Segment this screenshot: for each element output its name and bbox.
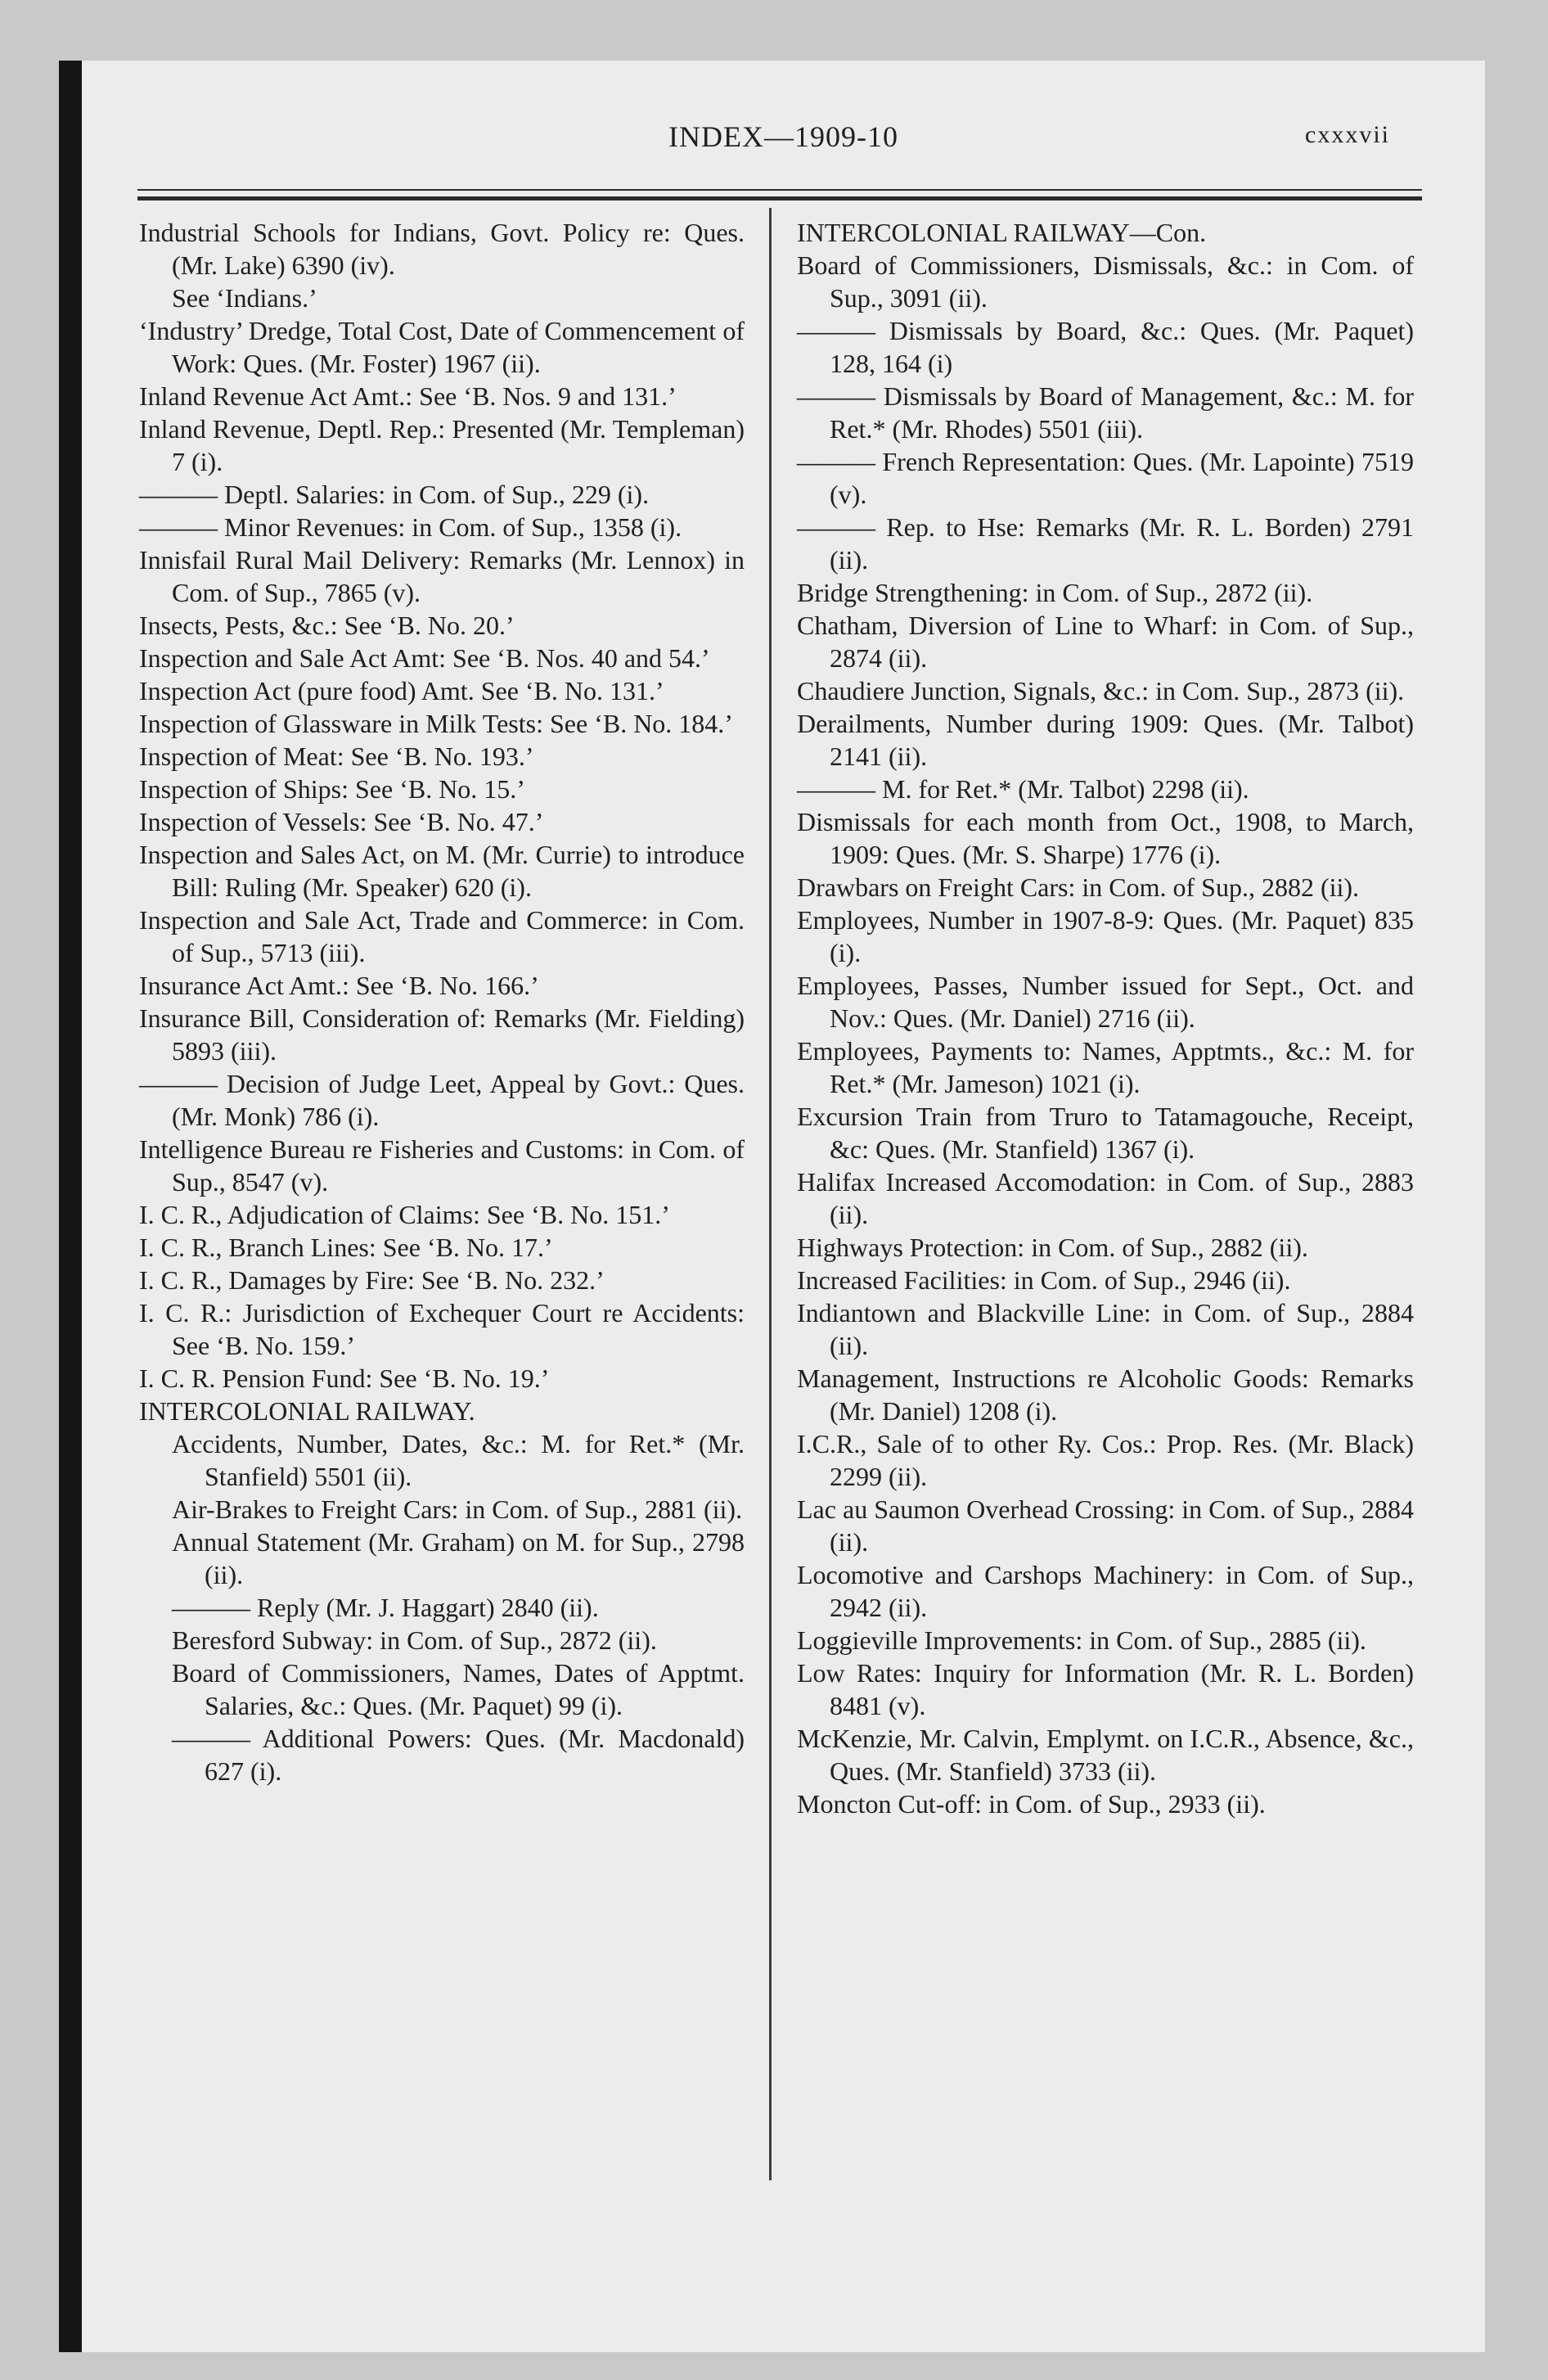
index-entry: Annual Statement (Mr. Graham) on M. for Sup., 2798 (ii).: [172, 1527, 745, 1589]
index-entry: Innisfail Rural Mail Delivery: Remarks (Mr. Lennox) in Com. of Sup., 7865 (v).: [139, 545, 745, 607]
index-entry: Chaudiere Junction, Signals, &c.: in Com. Sup., 2873 (ii).: [797, 676, 1405, 705]
index-entry: Inspection of Ships: See ‘B. No. 15.’: [139, 774, 525, 804]
index-entry: Inland Revenue Act Amt.: See ‘B. Nos. 9 and 131.’: [139, 381, 677, 411]
index-entry: Insurance Bill, Consideration of: Remarks (Mr. Fielding) 5893 (iii).: [139, 1003, 745, 1066]
column-divider: [769, 208, 772, 2180]
index-entry: ——— Dismissals by Board, &c.: Ques. (Mr. Paquet) 128, 164 (i): [797, 316, 1414, 378]
index-entry: ——— Minor Revenues: in Com. of Sup., 1358 (i).: [139, 512, 682, 542]
index-entry: ‘Industry’ Dredge, Total Cost, Date of Commencement of Work: Ques. (Mr. Foster) 1967 (ii).: [139, 316, 745, 378]
index-entry: Inspection of Vessels: See ‘B. No. 47.’: [139, 807, 544, 836]
index-entry: Moncton Cut-off: in Com. of Sup., 2933 (ii).: [797, 1789, 1266, 1819]
right-column: [797, 216, 1414, 1820]
page-title: INDEX—1909-10: [668, 120, 898, 153]
index-entry: Halifax Increased Accomodation: in Com. of Sup., 2883 (ii).: [797, 1167, 1414, 1229]
left-column: [139, 216, 745, 1787]
page-number: cxxxvii: [1305, 121, 1390, 148]
index-entry: Board of Commissioners, Names, Dates of Apptmt. Salaries, &c.: Ques. (Mr. Paquet) 99 (i).: [172, 1658, 745, 1720]
index-entry: Inland Revenue, Deptl. Rep.: Presented (Mr. Templeman) 7 (i).: [139, 414, 745, 476]
index-entry: Accidents, Number, Dates, &c.: M. for Ret.* (Mr. Stanfield) 5501 (ii).: [172, 1429, 745, 1491]
index-entry: Employees, Number in 1907-8-9: Ques. (Mr. Paquet) 835 (i).: [797, 905, 1414, 967]
page-header: [82, 113, 1485, 162]
index-entry: Highways Protection: in Com. of Sup., 2882 (ii).: [797, 1233, 1308, 1262]
index-entry: Industrial Schools for Indians, Govt. Policy re: Ques. (Mr. Lake) 6390 (iv).: [139, 218, 745, 280]
index-entry: ——— Rep. to Hse: Remarks (Mr. R. L. Borden) 2791 (ii).: [797, 512, 1414, 575]
index-entry: Insurance Act Amt.: See ‘B. No. 166.’: [139, 971, 539, 1000]
index-entry: Employees, Payments to: Names, Apptmts., &c.: M. for Ret.* (Mr. Jameson) 1021 (i).: [797, 1036, 1414, 1098]
index-entry: Drawbars on Freight Cars: in Com. of Sup., 2882 (ii).: [797, 872, 1360, 902]
index-entry: Dismissals for each month from Oct., 1908, to March, 1909: Ques. (Mr. S. Sharpe) 1776 (i).: [797, 807, 1414, 869]
index-entry: Insects, Pests, &c.: See ‘B. No. 20.’: [139, 611, 515, 640]
index-entry: Inspection and Sales Act, on M. (Mr. Currie) to introduce Bill: Ruling (Mr. Speaker) 620 (i).: [139, 840, 745, 902]
index-entry: Lac au Saumon Overhead Crossing: in Com. of Sup., 2884 (ii).: [797, 1494, 1414, 1557]
index-entry: Intelligence Bureau re Fisheries and Customs: in Com. of Sup., 8547 (v).: [139, 1134, 745, 1197]
index-entry: Chatham, Diversion of Line to Wharf: in Com. of Sup., 2874 (ii).: [797, 611, 1414, 673]
index-entry: Locomotive and Carshops Machinery: in Com. of Sup., 2942 (ii).: [797, 1560, 1414, 1622]
index-entry: Derailments, Number during 1909: Ques. (Mr. Talbot) 2141 (ii).: [797, 709, 1414, 771]
index-entry: Excursion Train from Truro to Tatamagouche, Receipt, &c: Ques. (Mr. Stanfield) 1367 (i).: [797, 1102, 1414, 1164]
index-entry: I. C. R.: Jurisdiction of Exchequer Court re Accidents: See ‘B. No. 159.’: [139, 1298, 745, 1360]
index-entry: Increased Facilities: in Com. of Sup., 2946 (ii).: [797, 1265, 1291, 1295]
index-entry: I. C. R., Branch Lines: See ‘B. No. 17.’: [139, 1233, 553, 1262]
index-page: [82, 61, 1485, 2352]
index-entry: Beresford Subway: in Com. of Sup., 2872 (ii).: [172, 1625, 657, 1655]
index-entry: See ‘Indians.’: [172, 283, 317, 313]
index-entry: ——— French Representation: Ques. (Mr. Lapointe) 7519 (v).: [797, 447, 1414, 509]
index-entry: I. C. R., Damages by Fire: See ‘B. No. 232.’: [139, 1265, 605, 1295]
header-rule-thin: [137, 189, 1422, 191]
index-entry: I. C. R. Pension Fund: See ‘B. No. 19.’: [139, 1364, 550, 1393]
index-entry: Air-Brakes to Freight Cars: in Com. of Sup., 2881 (ii).: [172, 1494, 743, 1524]
scan-edge: [59, 61, 82, 2352]
index-entry: Inspection of Glassware in Milk Tests: See ‘B. No. 184.’: [139, 709, 733, 738]
index-entry: Inspection and Sale Act Amt: See ‘B. Nos. 40 and 54.’: [139, 643, 710, 673]
index-entry: Inspection of Meat: See ‘B. No. 193.’: [139, 741, 534, 771]
index-entry: INTERCOLONIAL RAILWAY—Con.: [797, 218, 1207, 247]
index-entry: ——— Additional Powers: Ques. (Mr. Macdonald) 627 (i).: [172, 1724, 745, 1786]
index-entry: Employees, Passes, Number issued for Sept., Oct. and Nov.: Ques. (Mr. Daniel) 2716 (ii).: [797, 971, 1414, 1033]
index-entry: INTERCOLONIAL RAILWAY.: [139, 1396, 475, 1426]
index-entry: I.C.R., Sale of to other Ry. Cos.: Prop. Res. (Mr. Black) 2299 (ii).: [797, 1429, 1414, 1491]
index-entry: Board of Commissioners, Dismissals, &c.: in Com. of Sup., 3091 (ii).: [797, 250, 1414, 313]
index-entry: ——— Deptl. Salaries: in Com. of Sup., 229 (i).: [139, 480, 650, 509]
index-entry: Management, Instructions re Alcoholic Goods: Remarks (Mr. Daniel) 1208 (i).: [797, 1364, 1414, 1426]
index-entry: Bridge Strengthening: in Com. of Sup., 2872 (ii).: [797, 578, 1313, 607]
index-entry: Loggieville Improvements: in Com. of Sup., 2885 (ii).: [797, 1625, 1366, 1655]
header-rule-thick: [137, 196, 1422, 201]
index-entry: Inspection and Sale Act, Trade and Commerce: in Com. of Sup., 5713 (iii).: [139, 905, 745, 967]
index-entry: McKenzie, Mr. Calvin, Emplymt. on I.C.R., Absence, &c., Ques. (Mr. Stanfield) 3733 (ii).: [797, 1724, 1414, 1786]
index-entry: I. C. R., Adjudication of Claims: See ‘B. No. 151.’: [139, 1200, 670, 1229]
index-entry: Indiantown and Blackville Line: in Com. of Sup., 2884 (ii).: [797, 1298, 1414, 1360]
index-entry: ——— Dismissals by Board of Management, &c.: M. for Ret.* (Mr. Rhodes) 5501 (iii).: [797, 381, 1414, 444]
index-entry: ——— Reply (Mr. J. Haggart) 2840 (ii).: [172, 1593, 599, 1622]
index-entry: Low Rates: Inquiry for Information (Mr. R. L. Borden) 8481 (v).: [797, 1658, 1414, 1720]
index-entry: ——— M. for Ret.* (Mr. Talbot) 2298 (ii).: [797, 774, 1249, 804]
index-entry: Inspection Act (pure food) Amt. See ‘B. No. 131.’: [139, 676, 664, 705]
index-entry: ——— Decision of Judge Leet, Appeal by Govt.: Ques. (Mr. Monk) 786 (i).: [139, 1069, 745, 1131]
